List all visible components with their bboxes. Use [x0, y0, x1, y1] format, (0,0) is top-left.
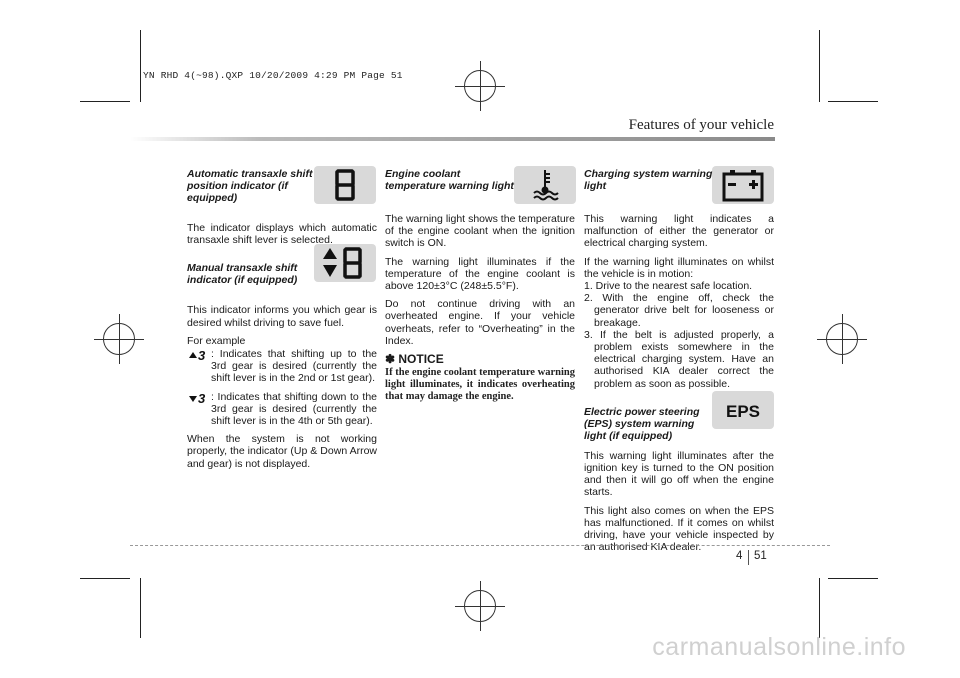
- example-shift-down: [187, 391, 377, 428]
- gear-digit: 3: [198, 390, 206, 405]
- charging-steps-list: [584, 280, 774, 390]
- crop-mark: [140, 578, 141, 638]
- paragraph: This light also comes on when the EPS has malfunctioned. If it comes on whilst driving, have your vehicle inspected by an authorised KIA dealer.: [584, 504, 774, 554]
- header-rule: [130, 137, 775, 141]
- list-item: 1. Drive to the nearest safe location.: [584, 280, 753, 293]
- paragraph: The indicator displays which automatic transaxle shift lever is selected.: [187, 222, 377, 247]
- paragraph: Do not continue driving with an overheated engine. If your vehicle overheats, refer to “Overheating” in the Index.: [385, 298, 575, 347]
- chapter-number: 4: [736, 550, 743, 562]
- paragraph: If the warning light illuminates on whilst the vehicle is in motion:: [584, 255, 774, 280]
- page-number: 51: [754, 550, 767, 562]
- registration-mark-right: [826, 323, 858, 355]
- example-text: : Indicates that shifting down to the 3rd gear is desired (currently the shift lever is in the 4th or 5th gear).: [211, 390, 377, 428]
- page-number-separator: [748, 550, 749, 565]
- paragraph: The warning light illuminates if the temperature of the engine coolant is above 120±3°C (248±5.5°F).: [385, 255, 575, 293]
- up-arrow-gear-icon: [189, 348, 209, 362]
- crop-mark: [80, 101, 130, 102]
- example-shift-up: [187, 348, 377, 385]
- column-1: [187, 168, 377, 476]
- heading-charging-system: Charging system warning light: [584, 168, 713, 192]
- list-item: 2. With the engine off, check the generator drive belt for looseness or breakage.: [584, 292, 774, 329]
- column-2: [385, 168, 575, 409]
- paragraph: This indicator informs you which gear is desired whilst driving to save fuel.: [187, 304, 377, 329]
- registration-mark-left: [103, 323, 135, 355]
- print-slug: YN RHD 4(~98).QXP 10/20/2009 4:29 PM Page 51: [143, 70, 403, 81]
- column-3: [584, 168, 774, 559]
- gear-digit: 3: [198, 348, 206, 363]
- heading-manual-shift-indicator: Manual transaxle shift indicator (if equipped): [187, 262, 298, 287]
- notice-heading: ✽ NOTICE: [385, 352, 444, 367]
- paragraph: For example: [187, 334, 246, 347]
- crop-mark: [819, 30, 820, 102]
- crop-mark: [819, 578, 820, 638]
- registration-mark-bottom: [464, 590, 496, 622]
- registration-mark-top: [464, 70, 496, 102]
- crop-mark: [828, 578, 878, 579]
- paragraph: When the system is not working properly, the indicator (Up & Down Arrow and gear) is not displayed.: [187, 433, 377, 470]
- heading-engine-coolant: Engine coolant temperature warning light: [385, 168, 514, 192]
- footer-rule: [130, 545, 830, 546]
- heading-eps-warning: Electric power steering (EPS) system warning light (if equipped): [584, 405, 700, 442]
- heading-automatic-shift-indicator: Automatic transaxle shift position indicator (if equipped): [187, 168, 313, 204]
- watermark: carmanualsonline.info: [652, 633, 906, 661]
- crop-mark: [828, 101, 878, 102]
- eps-label: EPS: [725, 402, 761, 421]
- paragraph: This warning light illuminates after the ignition key is turned to the ON position and then it will go off when the engine starts.: [584, 449, 774, 499]
- down-arrow-gear-icon: [189, 391, 209, 405]
- section-title: Features of your vehicle: [628, 117, 774, 133]
- crop-mark: [80, 578, 130, 579]
- crop-mark: [140, 30, 141, 102]
- list-item: 3. If the belt is adjusted properly, a problem exists somewhere in the electrical charging system. Have an authorised KIA dealer correct the problem as soon as possible.: [584, 328, 774, 390]
- paragraph: This warning light indicates a malfunction of either the generator or electrical charging system.: [584, 213, 774, 250]
- paragraph: The warning light shows the temperature of the engine coolant when the ignition switch is ON.: [385, 213, 575, 250]
- notice-text: If the engine coolant temperature warning light illuminates, it indicates overheating that may damage the engine.: [385, 367, 575, 403]
- example-text: : Indicates that shifting up to the 3rd gear is desired (currently the shift lever is in the 2nd or 1st gear).: [211, 348, 377, 385]
